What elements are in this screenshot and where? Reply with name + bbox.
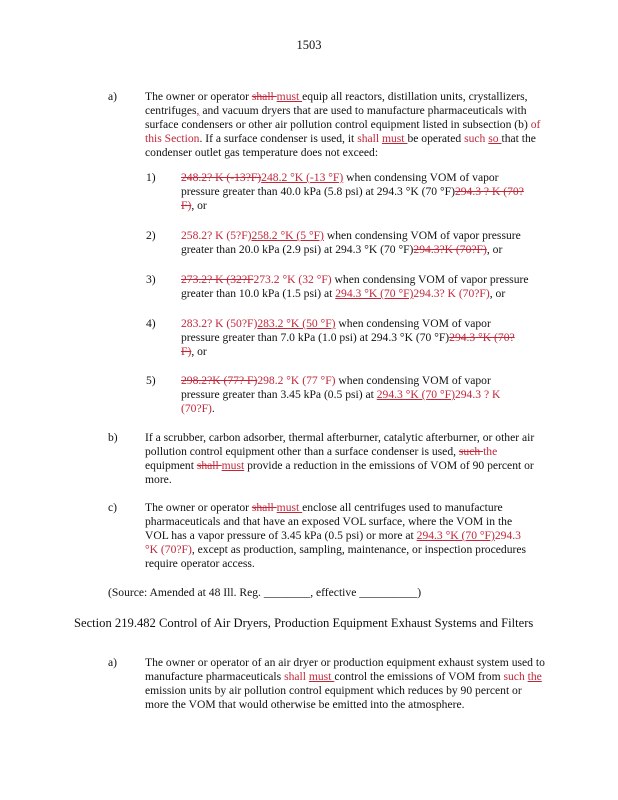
subsection-c-label: c) bbox=[108, 501, 118, 514]
item-1-label: 1) bbox=[146, 171, 156, 184]
source-note: (Source: Amended at 48 Ill. Reg. ________, effective __________) bbox=[108, 586, 422, 599]
item-2-text: 258.2? K (5?F)258.2 °K (5 °F) when condensing VOM of vapor pressure greater than 20.0 kPa (2.9 psi) at 294.3 °K (70 °F)294.3?K (70?F), or bbox=[181, 229, 521, 256]
subsection-c-text: The owner or operator shall must enclose all centrifuges used to manufacture pharmaceuticals and that have an exposed VOL surface, where the VOM in the VOL has a vapor pressure of 3.45 kPa (0.5 psi) or more at 294.3 °K (70 °F)294.3 °K (70?F), except as production, sampling, maintenance, or inspection procedures require operator access. bbox=[145, 501, 527, 570]
item-4-text: 283.2? K (50?F)283.2 °K (50 °F) when condensing VOM of vapor pressure greater than 7.0 kPa (1.0 psi) at 294.3 °K (70 °F)294.3 °K (70?F), or bbox=[181, 317, 515, 358]
subsection-b-text: If a scrubber, carbon adsorber, thermal afterburner, catalytic afterburner, or other air pollution control equipment other than a surface condenser is used, such the equipment shall must provide a reduction in the emissions of VOM of 90 percent or more. bbox=[145, 431, 535, 486]
item-3-text: 273.2? K (32?F273.2 °K (32 °F) when condensing VOM of vapor pressure greater than 10.0 kPa (1.5 psi) at 294.3 °K (70 °F)294.3? K (70?F), or bbox=[181, 273, 529, 300]
subsection-a-label: a) bbox=[108, 90, 118, 103]
section-heading: Section 219.482 Control of Air Dryers, Production Equipment Exhaust Systems and Filters bbox=[74, 616, 534, 630]
item-3-label: 3) bbox=[146, 273, 156, 286]
item-4-label: 4) bbox=[146, 317, 156, 330]
subsection-a-text: The owner or operator shall must equip all reactors, distillation units, crystallizers, centrifuges, and vacuum dryers that are used to manufacture pharmaceuticals with surface condensers or other air pollution control equipment listed in subsection (b) of this Section. If a surface condenser is used, it shall must be operated such so that the condenser outlet gas temperature does not exceed: bbox=[145, 90, 541, 159]
page-number: 1503 bbox=[296, 38, 322, 52]
item-5-label: 5) bbox=[146, 374, 156, 387]
item-5-text: 298.2?K (77? F)298.2 °K (77 °F) when condensing VOM of vapor pressure greater than 3.45 kPa (0.5 psi) at 294.3 °K (70 °F)294.3 ? K (70?F). bbox=[181, 374, 501, 415]
item-1-text: 248.2? K (-13?F)248.2 °K (-13 °F) when condensing VOM of vapor pressure greater than 40.0 kPa (5.8 psi) at 294.3 °K (70 °F)294.3 ? K (70?F), or bbox=[181, 171, 524, 212]
section-a-text: The owner or operator of an air dryer or production equipment exhaust system used to manufacture pharmaceuticals shall must control the emissions of VOM from such the emission units by air pollution control equipment which reduces by 90 percent or more the VOM that would otherwise be emitted into the atmosphere. bbox=[145, 656, 545, 711]
section-a-label: a) bbox=[108, 656, 118, 669]
item-2-label: 2) bbox=[146, 229, 156, 242]
subsection-b-label: b) bbox=[108, 431, 118, 444]
